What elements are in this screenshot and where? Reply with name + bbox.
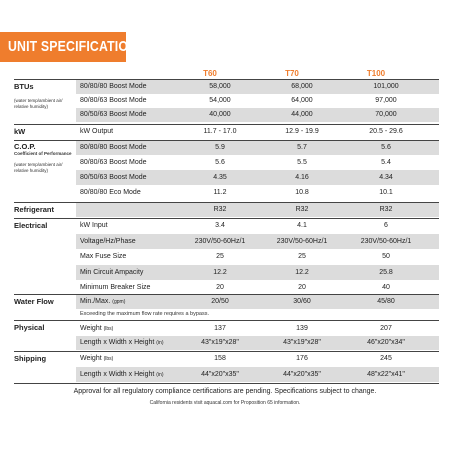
value-t70: 176	[296, 355, 308, 362]
value-t100: R32	[379, 206, 393, 213]
value-t70: 64,000	[291, 97, 313, 104]
value-t70: 4.16	[295, 174, 309, 181]
spec-row	[76, 295, 439, 309]
value-t60: 12.2	[213, 269, 227, 276]
value-t70: 139	[296, 325, 308, 332]
spec-row	[76, 203, 439, 217]
row-label: 80/80/80 Boost Mode	[80, 144, 147, 151]
value-t60: 3.4	[215, 222, 225, 229]
row-label: kW Input	[80, 222, 108, 229]
value-t100: 5.6	[381, 144, 391, 151]
row-label: Minimum Breaker Size	[80, 284, 151, 291]
section-label-btus: BTUs	[14, 82, 34, 91]
section-sublabel-cop: (water temp/ambient air/ relative humidity)	[14, 162, 63, 173]
value-t100: 45/80	[377, 298, 395, 305]
value-t100: 50	[382, 253, 390, 260]
spec-row	[76, 170, 439, 185]
value-t100: 207	[380, 325, 392, 332]
value-t60: R32	[213, 206, 227, 213]
spec-row	[76, 80, 439, 94]
row-label: 80/80/63 Boost Mode	[80, 159, 147, 166]
section-label-electrical: Electrical	[14, 221, 48, 230]
row-label: Weight (lbs)	[80, 355, 114, 362]
value-t100: 97,000	[375, 97, 397, 104]
value-t70: R32	[295, 206, 309, 213]
california-note: California residents visit aquacal.com for Proposition 65 information.	[149, 400, 301, 406]
value-t60: 137	[214, 325, 226, 332]
spec-row	[76, 367, 439, 382]
value-t100: 101,000	[373, 83, 399, 90]
value-t60: 230V/50-60Hz/1	[194, 238, 246, 245]
water-flow-note: Exceeding the maximum flow rate requires a bypass.	[80, 311, 210, 317]
spec-row	[76, 186, 439, 200]
title-banner	[0, 32, 146, 62]
value-t100: 245	[380, 355, 392, 362]
value-t100: 70,000	[375, 111, 397, 118]
value-t60: 40,000	[209, 111, 231, 118]
value-t70: 5.5	[297, 159, 307, 166]
spec-row	[76, 265, 439, 280]
value-t60: 5.9	[215, 144, 225, 151]
section-sublabel-btus: (water temp/ambient air/ relative humidity)	[14, 98, 63, 109]
row-label: 80/80/63 Boost Mode	[80, 97, 147, 104]
section-label-refrigerant: Refrigerant	[14, 205, 55, 214]
row-label: kW Output	[80, 128, 114, 135]
value-t60: 20/50	[211, 298, 229, 305]
row-label: 80/50/63 Boost Mode	[80, 174, 147, 181]
spec-row	[76, 250, 439, 264]
row-label: Length x Width x Height (in)	[80, 339, 164, 346]
value-t60: 58,000	[209, 83, 231, 90]
value-t70: 5.7	[297, 144, 307, 151]
value-t60: 25	[216, 253, 224, 260]
value-t60: 44"x20"x35"	[201, 371, 239, 378]
value-t100: 5.4	[381, 159, 391, 166]
value-t60: 43"x19"x28"	[201, 339, 239, 346]
row-label: 80/80/80 Boost Mode	[80, 83, 147, 90]
spec-row	[76, 141, 439, 155]
row-label: Max Fuse Size	[80, 253, 127, 260]
section-label-kw: kW	[14, 127, 26, 136]
spec-row	[76, 234, 439, 249]
spec-row	[76, 108, 439, 122]
section-label-water-flow: Water Flow	[14, 297, 54, 306]
section-sublabel-cop-bold: Coefficient of Performance	[14, 151, 72, 156]
spec-row	[76, 352, 439, 366]
value-t60: 54,000	[209, 97, 231, 104]
value-t100: 20.5 - 29.6	[369, 128, 403, 135]
spec-row	[76, 94, 439, 108]
page-title: UNIT SPECIFICATIONS	[8, 38, 146, 55]
section-label-cop: C.O.P.	[14, 142, 36, 151]
model-header-t100: T100	[366, 69, 386, 78]
value-t70: 12.2	[295, 269, 309, 276]
value-t100: 25.8	[379, 269, 393, 276]
value-t70: 68,000	[291, 83, 313, 90]
value-t60: 4.35	[213, 174, 227, 181]
row-label: Min Circuit Ampacity	[80, 269, 144, 276]
section-divider	[14, 383, 439, 384]
value-t100: 10.1	[379, 189, 393, 196]
value-t70: 12.9 - 19.9	[285, 128, 319, 135]
row-label: 80/50/63 Boost Mode	[80, 111, 147, 118]
approval-note: Approval for all regulatory compliance certifications are pending. Specifications subject to change.	[73, 388, 377, 395]
spec-row	[76, 321, 439, 336]
spec-row	[76, 219, 439, 233]
value-t70: 230V/50-60Hz/1	[276, 238, 328, 245]
value-t60: 11.7 - 17.0	[203, 128, 237, 135]
model-header-t70: T70	[285, 69, 299, 78]
value-t100: 48"x22"x41"	[367, 371, 405, 378]
row-label: Min./Max. (gpm)	[80, 298, 126, 305]
value-t100: 46"x20"x34"	[367, 339, 405, 346]
value-t100: 230V/50-60Hz/1	[360, 238, 412, 245]
row-label: Length x Width x Height (in)	[80, 371, 164, 378]
value-t60: 5.6	[215, 159, 225, 166]
section-label-shipping: Shipping	[14, 354, 47, 363]
value-t60: 158	[214, 355, 226, 362]
model-header-t60: T60	[203, 69, 217, 78]
value-t100: 6	[384, 222, 388, 229]
section-label-physical: Physical	[14, 323, 45, 332]
value-t70: 10.8	[295, 189, 309, 196]
value-t60: 20	[216, 284, 224, 291]
spec-row	[76, 125, 439, 139]
value-t100: 40	[382, 284, 390, 291]
value-t70: 4.1	[297, 222, 307, 229]
value-t70: 44,000	[291, 111, 313, 118]
spec-row	[76, 336, 439, 350]
value-t70: 25	[298, 253, 306, 260]
row-label: Voltage/Hz/Phase	[80, 238, 136, 245]
spec-row	[76, 156, 439, 170]
value-t70: 20	[298, 284, 306, 291]
value-t100: 4.34	[379, 174, 393, 181]
row-label: 80/80/80 Eco Mode	[80, 189, 141, 196]
value-t70: 43"x19"x28"	[283, 339, 321, 346]
row-label: Weight (lbs)	[80, 325, 114, 332]
value-t70: 30/60	[293, 298, 311, 305]
spec-row	[76, 281, 439, 295]
value-t60: 11.2	[213, 189, 227, 196]
value-t70: 44"x20"x35"	[283, 371, 321, 378]
